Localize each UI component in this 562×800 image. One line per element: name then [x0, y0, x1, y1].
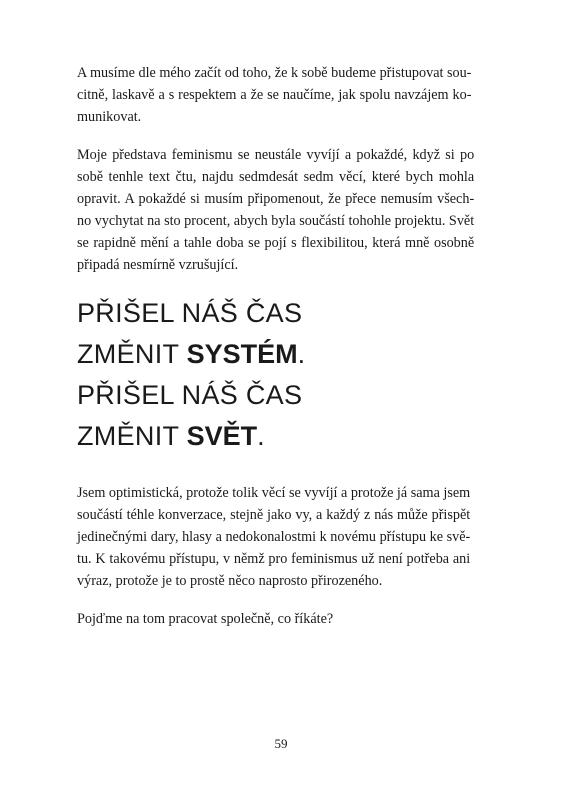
text-line: citně, laskavě a s respektem a že se naučíme, jak spolu navzájem ko-: [77, 87, 472, 103]
slogan-light: ZMĚNIT: [77, 339, 187, 369]
text-line: tu. K takovému přístupu, v němž pro feminismus už není potřeba ani: [77, 551, 471, 567]
paragraph-optimism: [77, 482, 470, 592]
text-line: sobě tenhle text čtu, najdu sedmdesát sedm věcí, které bych mohla: [77, 169, 475, 185]
slogan-bold: SVĚT: [186, 421, 258, 451]
text-line: součástí téhle konverzace, stejně jako vy, a každý z nás může přispět: [77, 507, 471, 523]
slogan-tail: .: [297, 339, 306, 369]
slogan-row: [77, 375, 305, 416]
text-line: A musíme dle mého začít od toho, že k sobě budeme přistupovat sou-: [77, 65, 472, 81]
slogan-light: ZMĚNIT: [77, 421, 187, 451]
paragraph-closing: [77, 608, 333, 630]
slogan-row: [77, 334, 305, 375]
text-line: munikovat.: [77, 109, 142, 125]
text-line: no vychytat na sto procent, abych byla součástí tohohle projektu. Svět: [77, 213, 475, 229]
slogan-block: [77, 293, 305, 457]
slogan-light: PŘIŠEL NÁŠ ČAS: [77, 380, 303, 410]
slogan-row: [77, 293, 305, 334]
text-line: připadá nesmírně vzrušující.: [77, 257, 239, 273]
paragraph-intro: [77, 62, 471, 128]
text-line: jedinečnými dary, hlasy a nedokonalostmi k novému přístupu ke svě-: [77, 529, 471, 545]
slogan-light: PŘIŠEL NÁŠ ČAS: [77, 298, 303, 328]
text-line: Moje představa feminismu se neustále vyvíjí a pokaždé, když si po: [77, 147, 475, 163]
text-line: Pojďme na tom pracovat společně, co říkáte?: [77, 611, 334, 627]
text-line: opravit. A pokaždé si musím připomenout, že přece nemusím všech-: [77, 191, 475, 207]
page-number: 59: [274, 736, 288, 751]
text-line: výraz, protože je to prostě něco naprosto přirozeného.: [77, 573, 383, 589]
slogan-bold: SYSTÉM: [186, 339, 298, 369]
paragraph-feminism: [77, 144, 474, 276]
slogan-tail: .: [257, 421, 265, 451]
text-line: se rapidně mění a tahle doba se pojí s flexibilitou, která mně osobně: [77, 235, 475, 251]
text-line: Jsem optimistická, protože tolik věcí se vyvíjí a protože já sama jsem: [77, 485, 471, 501]
slogan-row: [77, 416, 305, 457]
